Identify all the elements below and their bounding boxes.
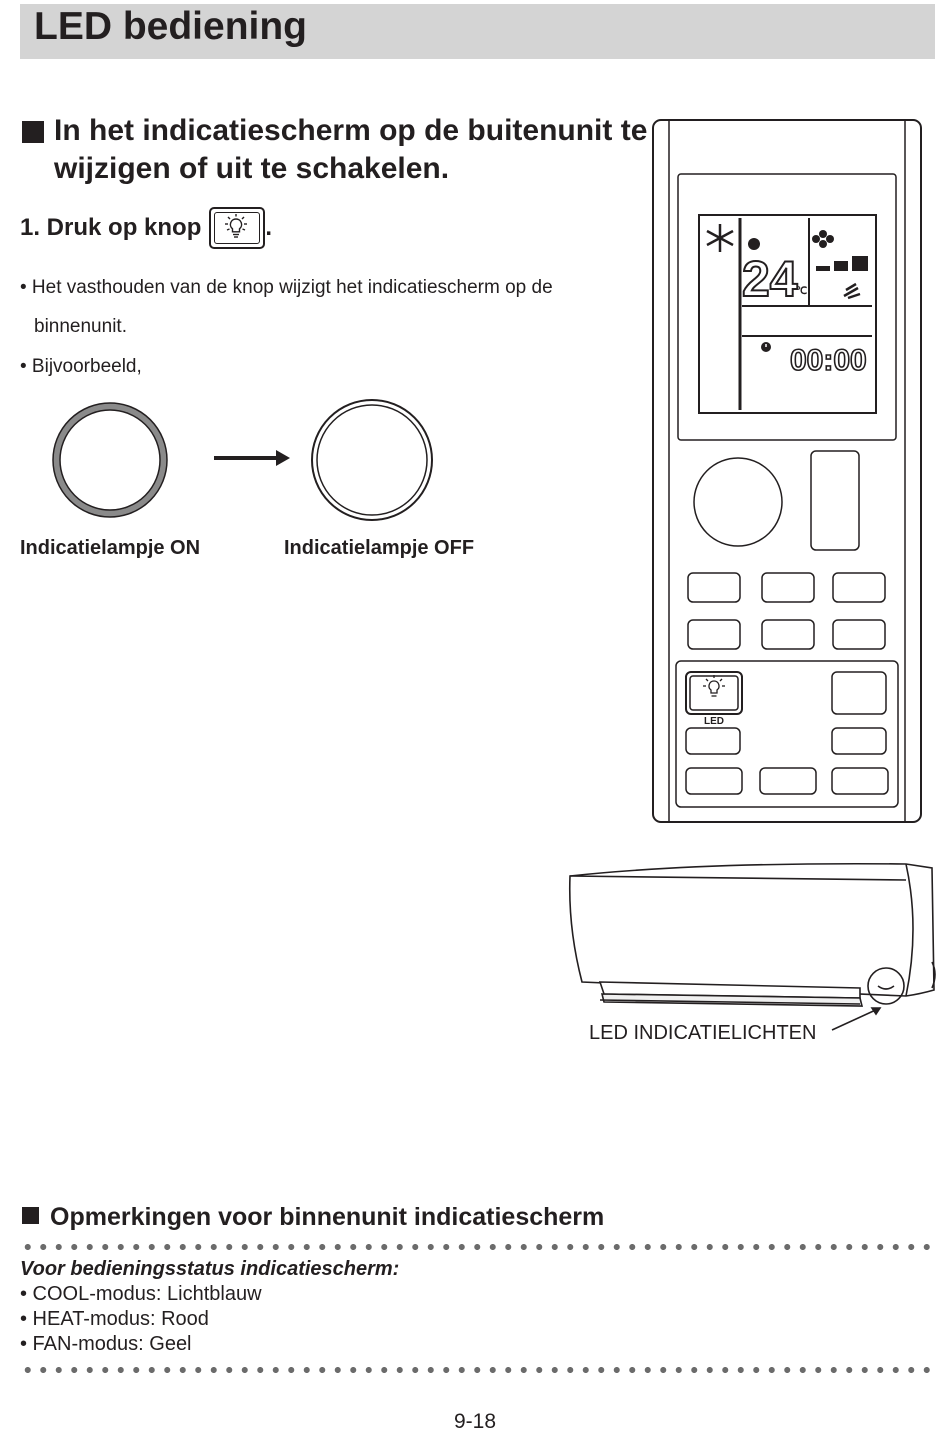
remote-round-button — [694, 458, 782, 546]
bullet-hold-line2: binnenunit. — [34, 316, 127, 337]
lightbulb-icon — [703, 675, 725, 696]
step-label: 1. Druk op knop — [20, 214, 202, 241]
note-item: • FAN-modus: Geel — [20, 1333, 192, 1355]
section2-title: Opmerkingen voor binnenunit indicatiescherm — [50, 1203, 605, 1231]
indicator-on-circle — [53, 403, 167, 517]
section1-heading — [20, 112, 660, 188]
timer-display: 00:00 — [790, 344, 867, 377]
page-number: 9-18 — [453, 1410, 497, 1433]
section2-heading — [22, 1202, 604, 1232]
temperature-display: 24 — [742, 251, 798, 307]
led-indicator-caption: LED INDICATIELICHTEN — [589, 1022, 817, 1044]
swing-icon — [844, 284, 860, 298]
step-1 — [20, 207, 272, 249]
label-indicator-on: Indicatielampje ON — [20, 537, 201, 559]
bullet-example: • Bijvoorbeeld, — [20, 356, 142, 377]
arrow-right-icon — [214, 450, 290, 466]
remote-control — [650, 118, 926, 828]
temperature-unit: ℃ — [796, 286, 808, 297]
square-bullet-icon — [22, 1207, 39, 1224]
note-item: • HEAT-modus: Rood — [20, 1308, 209, 1330]
indicator-illustration — [40, 392, 450, 530]
note-item: • COOL-modus: Lichtblauw — [20, 1283, 262, 1305]
remote-tall-button — [811, 451, 859, 550]
bullet-hold-line1: • Het vasthouden van de knop wijzigt het indicatiescherm op de — [20, 277, 553, 298]
square-bullet-icon — [22, 121, 44, 143]
notes-heading: Voor bedieningsstatus indicatiescherm: — [20, 1258, 400, 1280]
section1-title: In het indicatiescherm op de buitenunit te wijzigen of uit te schakelen. — [54, 114, 648, 185]
dotted-separator-top — [20, 1243, 935, 1251]
label-indicator-off: Indicatielampje OFF — [284, 537, 475, 559]
step-end: . — [265, 214, 273, 241]
lightbulb-icon — [214, 212, 260, 244]
fan-icon — [812, 230, 834, 248]
clock-icon — [761, 342, 771, 352]
remote-led-label: LED — [704, 716, 724, 727]
indicator-off-circle — [312, 400, 432, 520]
fan-speed-bars — [816, 256, 868, 271]
dotted-separator-bottom — [20, 1366, 935, 1374]
led-button-inline — [209, 207, 265, 249]
mode-dot-icon — [748, 238, 760, 250]
page-title: LED bediening — [34, 5, 307, 48]
snowflake-icon — [707, 224, 733, 252]
